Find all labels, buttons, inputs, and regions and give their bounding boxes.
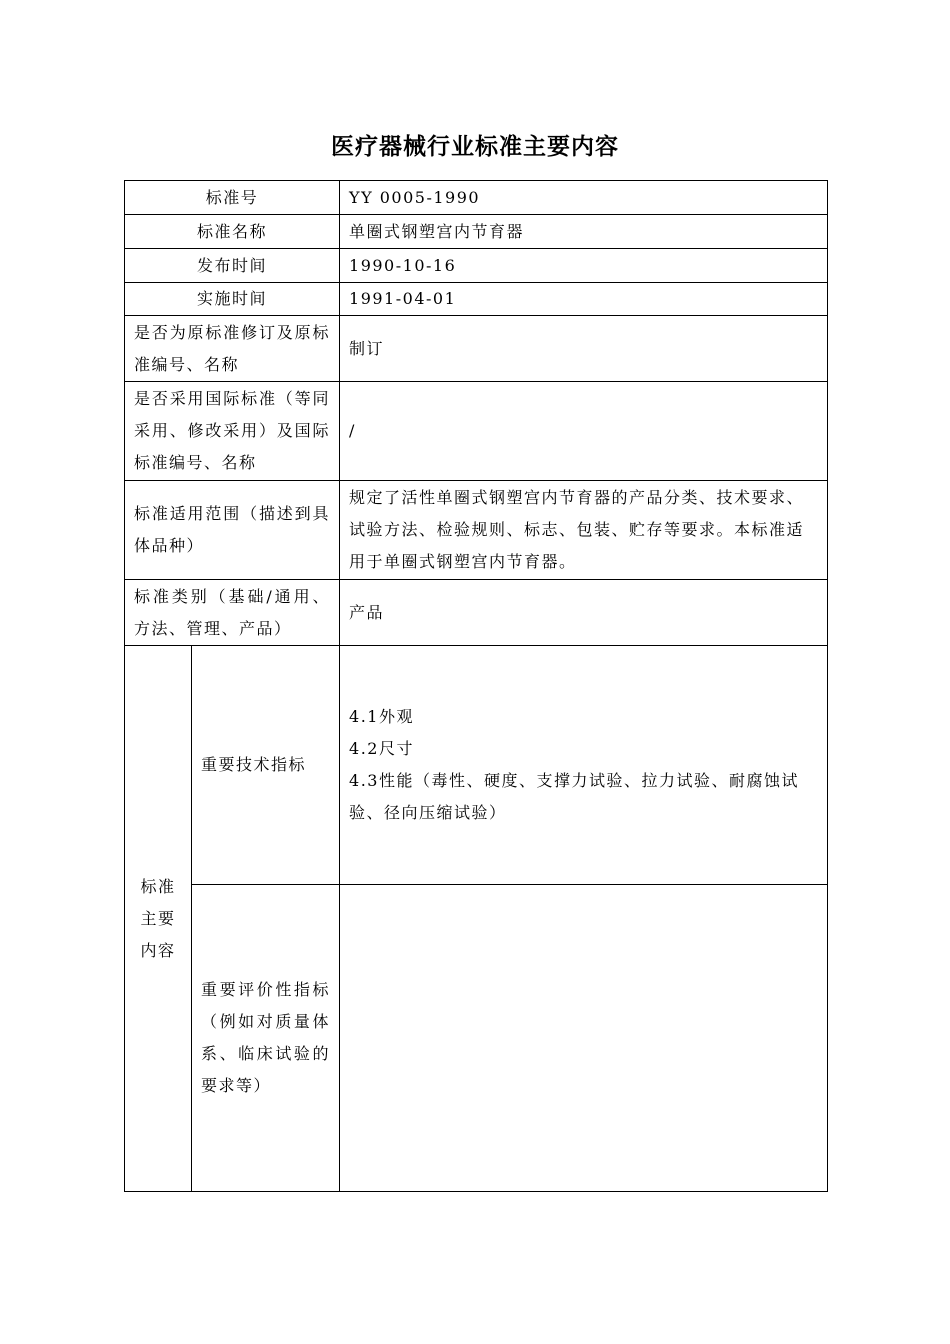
value-scope: 规定了活性单圈式钢塑宫内节育器的产品分类、技术要求、试验方法、检验规则、标志、包装、贮存等要求。本标准适用于单圈式钢塑宫内节育器。 [340, 481, 828, 580]
row-standard-name [125, 215, 828, 249]
row-revision [125, 316, 828, 382]
value-revision: 制订 [340, 316, 828, 382]
label-category: 标准类别（基础/通用、方法、管理、产品） [125, 580, 340, 646]
value-standard-number: YY 0005-1990 [340, 181, 828, 215]
row-publish-date [125, 249, 828, 283]
row-international-standard [125, 382, 828, 481]
label-publish-date: 发布时间 [125, 249, 340, 283]
value-international-standard: / [340, 382, 828, 481]
label-main-content: 标准主要内容 [125, 646, 192, 1192]
value-eval-indicators [340, 885, 828, 1192]
standard-table [124, 180, 828, 1192]
row-eval-indicators [125, 885, 828, 1192]
label-international-standard: 是否采用国际标准（等同采用、修改采用）及国际标准编号、名称 [125, 382, 340, 481]
page-title: 医疗器械行业标准主要内容 [331, 134, 619, 160]
row-tech-indicators [125, 646, 828, 885]
tech-item-3: 4.3性能（毒性、硬度、支撑力试验、拉力试验、耐腐蚀试验、径向压缩试验） [349, 771, 799, 822]
value-category: 产品 [340, 580, 828, 646]
label-standard-name: 标准名称 [125, 215, 340, 249]
label-implement-date: 实施时间 [125, 283, 340, 316]
row-scope [125, 481, 828, 580]
label-eval-indicators: 重要评价性指标（例如对质量体系、临床试验的要求等） [192, 885, 340, 1192]
label-standard-number: 标准号 [125, 181, 340, 215]
value-implement-date: 1991-04-01 [340, 283, 828, 316]
label-revision: 是否为原标准修订及原标准编号、名称 [125, 316, 340, 382]
tech-item-2: 4.2尺寸 [349, 739, 414, 758]
row-category [125, 580, 828, 646]
row-implement-date [125, 283, 828, 316]
label-tech-indicators: 重要技术指标 [192, 646, 340, 885]
label-scope: 标准适用范围（描述到具体品种） [125, 481, 340, 580]
value-standard-name: 单圈式钢塑宫内节育器 [340, 215, 828, 249]
row-standard-number [125, 181, 828, 215]
tech-item-1: 4.1外观 [349, 707, 414, 726]
value-tech-indicators [340, 646, 828, 885]
value-publish-date: 1990-10-16 [340, 249, 828, 283]
